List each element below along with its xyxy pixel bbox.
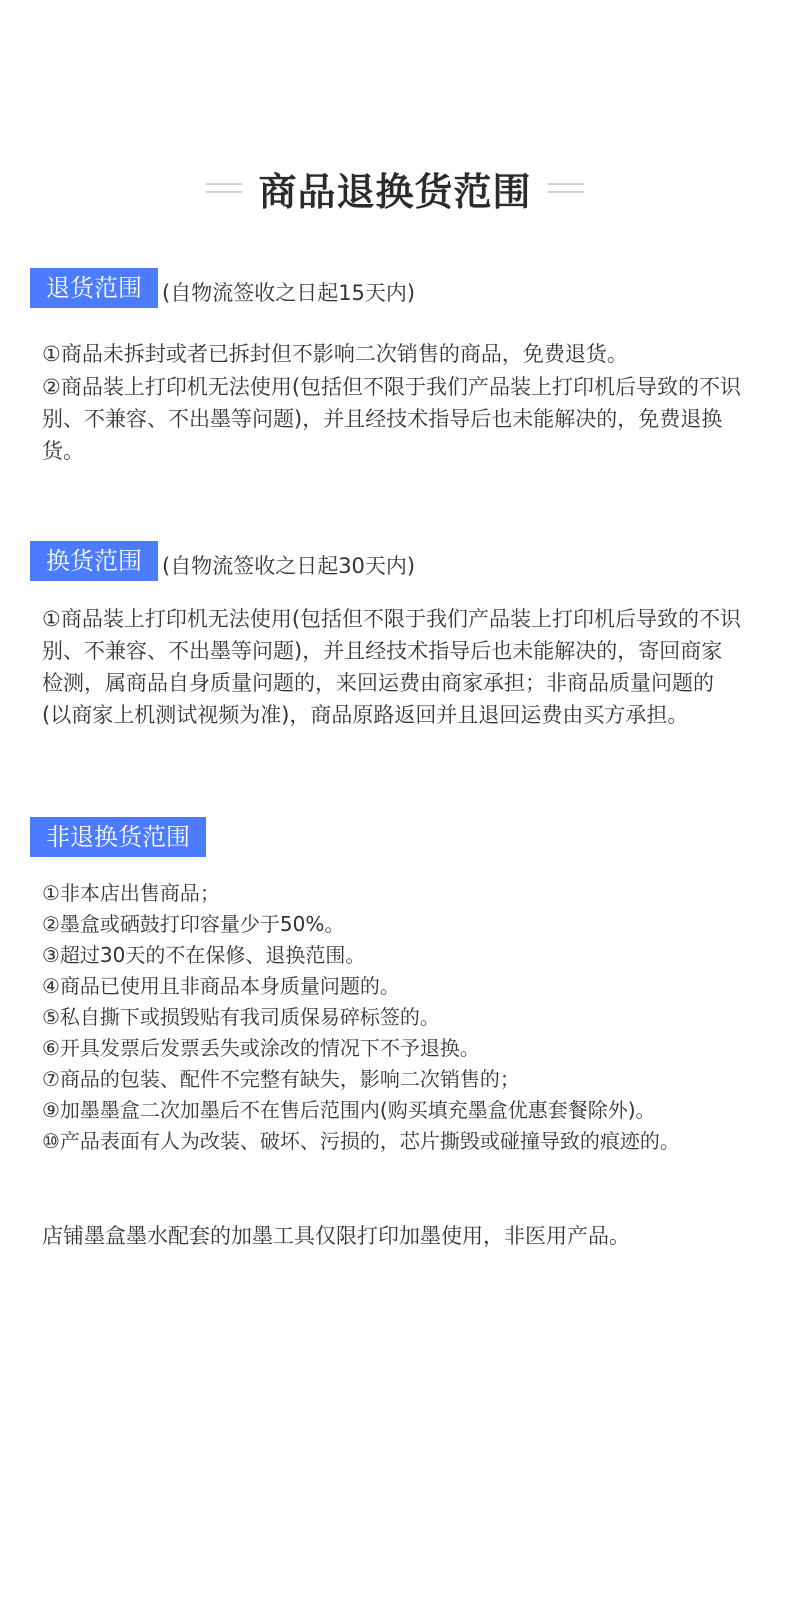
title-left-decoration — [206, 183, 242, 193]
nonreturn-section — [0, 817, 790, 1157]
list-item: ⑥开具发票后发票丢失或涂改的情况下不予退换。 — [42, 1036, 480, 1060]
nonreturn-badge: 非退换货范围 — [30, 817, 206, 857]
list-item: ⑦商品的包装、配件不完整有缺失，影响二次销售的； — [42, 1067, 520, 1091]
exchange-item-1: ①商品装上打印机无法使用(包括但不限于我们产品装上打印机后导致的不识别、不兼容、不出墨等问题)，并且经技术指导后也未能解决的，寄回商家检测，属商品自身质量问题的，来回运费由商家承担；非商品质量问题的(以商家上机测试视频为准)，商品原路返回并且退回运费由买方承担。 — [42, 607, 742, 727]
list-item: ②墨盒或硒鼓打印容量少于50%。 — [42, 912, 345, 936]
disclaimer-notice: 店铺墨盒墨水配套的加墨工具仅限打印加墨使用，非医用产品。 — [42, 1224, 630, 1248]
exchange-section — [0, 541, 790, 731]
list-item: ⑤私自撕下或损毁贴有我司质保易碎标签的。 — [42, 1005, 440, 1029]
nonreturn-list — [0, 878, 790, 1157]
exchange-note: (自物流签收之日起30天内) — [162, 554, 416, 578]
return-section-header — [0, 268, 790, 308]
exchange-section-header — [0, 541, 790, 581]
list-item: ⑩产品表面有人为改装、破坏、污损的，芯片撕毁或碰撞导致的痕迹的。 — [42, 1129, 680, 1153]
return-note: (自物流签收之日起15天内) — [162, 281, 416, 305]
page-header — [0, 160, 790, 216]
return-item-2: ②商品装上打印机无法使用(包括但不限于我们产品装上打印机后导致的不识别、不兼容、不出墨等问题)，并且经技术指导后也未能解决的，免费退换货。 — [42, 375, 742, 463]
return-badge: 退货范围 — [30, 268, 158, 308]
list-item: ⑨加墨墨盒二次加墨后不在售后范围内(购买填充墨盒优惠套餐除外)。 — [42, 1098, 656, 1122]
title-right-decoration — [548, 183, 584, 193]
page-title: 商品退换货范围 — [258, 169, 532, 214]
exchange-badge: 换货范围 — [30, 541, 158, 581]
list-item: ①非本店出售商品； — [42, 881, 220, 905]
return-item-1: ①商品未拆封或者已拆封但不影响二次销售的商品，免费退货。 — [42, 342, 628, 366]
list-item: ③超过30天的不在保修、退换范围。 — [42, 943, 366, 967]
list-item: ④商品已使用且非商品本身质量问题的。 — [42, 974, 400, 998]
nonreturn-section-header — [0, 817, 790, 857]
return-section — [0, 268, 790, 467]
